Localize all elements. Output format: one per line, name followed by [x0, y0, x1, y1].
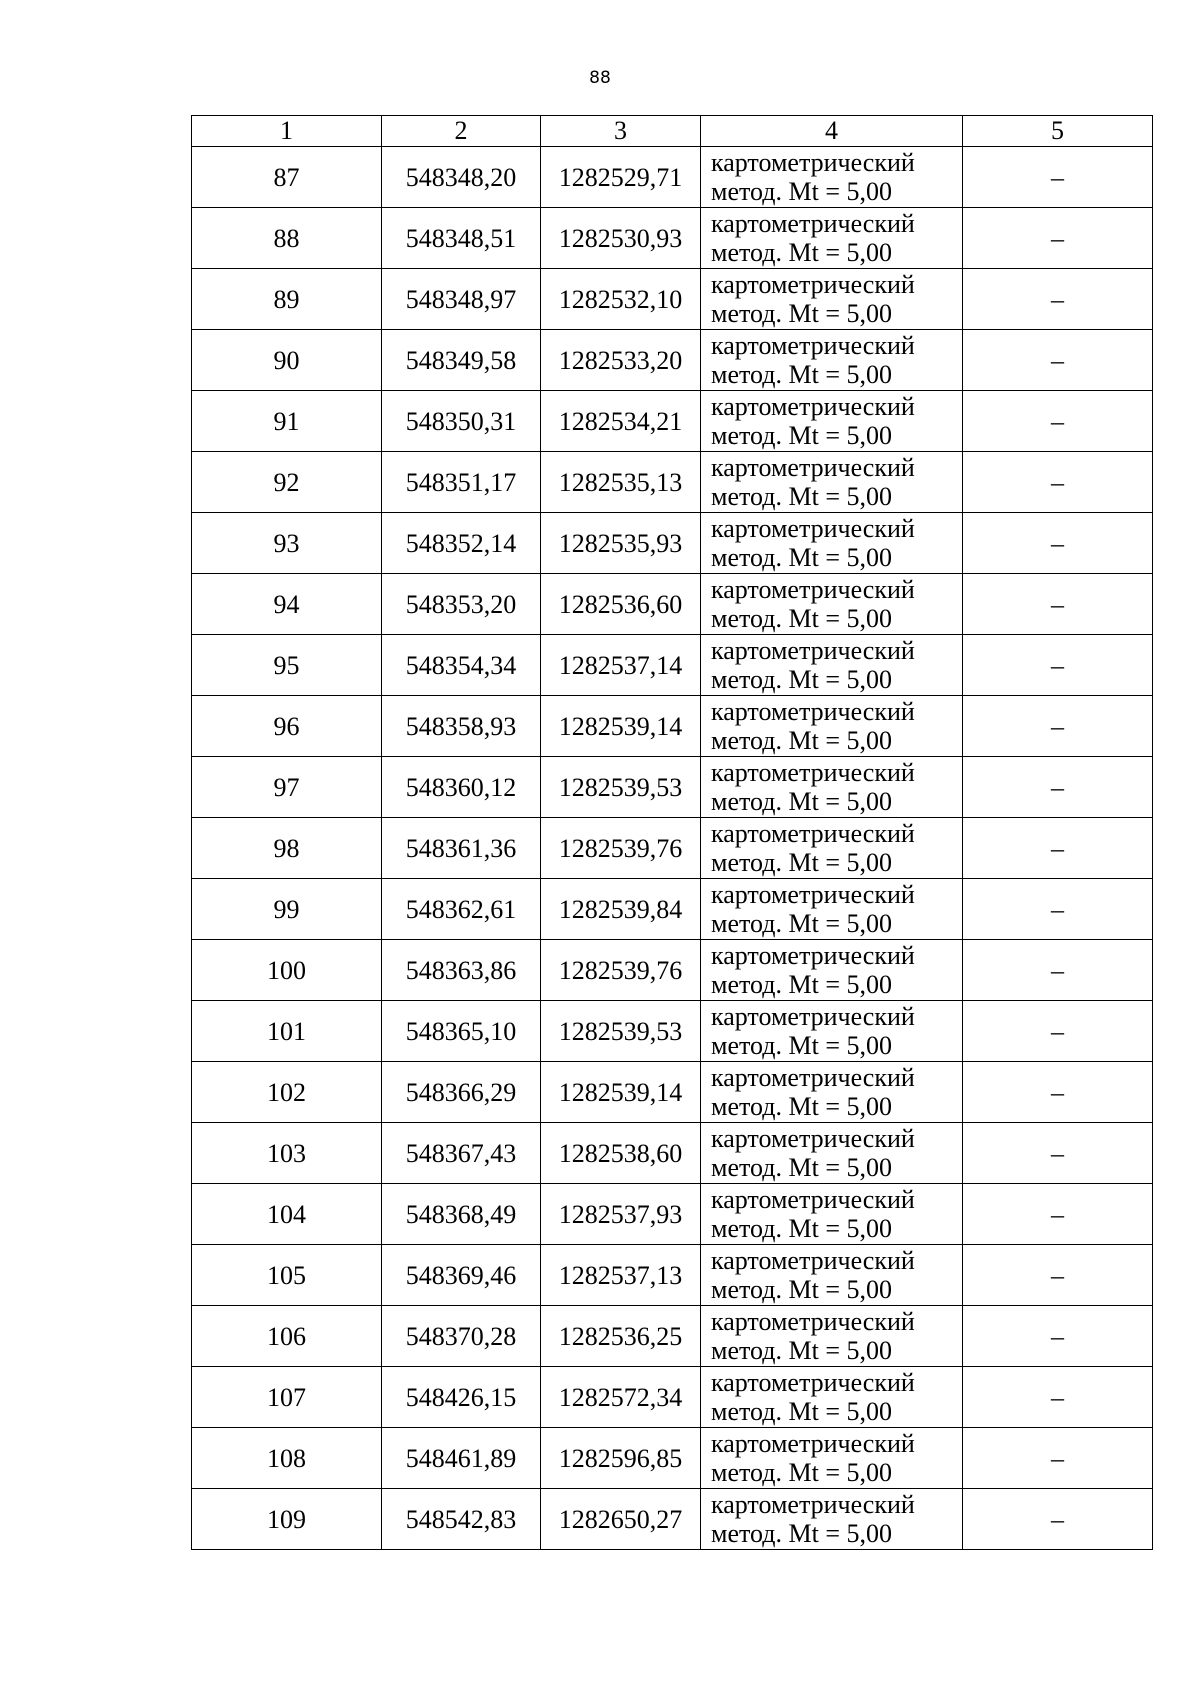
table-row — [192, 452, 1153, 513]
method-text-line-1: картометрический — [711, 1368, 915, 1397]
table-row — [192, 330, 1153, 391]
method-cell — [701, 1062, 963, 1123]
table-row — [192, 1062, 1153, 1123]
y-coordinate-cell: 1282537,14 — [541, 635, 701, 696]
note-cell: – — [963, 1062, 1153, 1123]
table-row — [192, 635, 1153, 696]
y-coordinate-cell: 1282539,53 — [541, 1001, 701, 1062]
note-cell: – — [963, 1306, 1153, 1367]
note-cell: – — [963, 208, 1153, 269]
x-coordinate-cell: 548542,83 — [382, 1489, 541, 1550]
method-cell — [701, 147, 963, 208]
method-text-line-2: метод. Mt = 5,00 — [711, 360, 892, 389]
note-cell: – — [963, 635, 1153, 696]
y-coordinate-cell: 1282535,93 — [541, 513, 701, 574]
method-text-line-2: метод. Mt = 5,00 — [711, 1092, 892, 1121]
point-number-cell: 103 — [192, 1123, 382, 1184]
note-cell: – — [963, 147, 1153, 208]
x-coordinate-cell: 548361,36 — [382, 818, 541, 879]
method-cell — [701, 696, 963, 757]
x-coordinate-cell: 548365,10 — [382, 1001, 541, 1062]
note-cell: – — [963, 696, 1153, 757]
point-number-cell: 92 — [192, 452, 382, 513]
point-number-cell: 95 — [192, 635, 382, 696]
x-coordinate-cell: 548348,20 — [382, 147, 541, 208]
method-text-line-2: метод. Mt = 5,00 — [711, 543, 892, 572]
column-header: 5 — [963, 116, 1153, 147]
point-number-cell: 106 — [192, 1306, 382, 1367]
note-cell: – — [963, 391, 1153, 452]
note-cell: – — [963, 1428, 1153, 1489]
note-cell: – — [963, 574, 1153, 635]
method-text-line-2: метод. Mt = 5,00 — [711, 177, 892, 206]
page-number: 88 — [589, 68, 611, 88]
method-text-line-1: картометрический — [711, 1185, 915, 1214]
x-coordinate-cell: 548461,89 — [382, 1428, 541, 1489]
y-coordinate-cell: 1282539,76 — [541, 940, 701, 1001]
note-cell: – — [963, 818, 1153, 879]
method-text-line-1: картометрический — [711, 941, 915, 970]
point-number-cell: 88 — [192, 208, 382, 269]
coordinates-table — [191, 115, 1153, 1550]
column-header: 1 — [192, 116, 382, 147]
method-text-line-2: метод. Mt = 5,00 — [711, 909, 892, 938]
x-coordinate-cell: 548369,46 — [382, 1245, 541, 1306]
y-coordinate-cell: 1282539,14 — [541, 696, 701, 757]
method-cell — [701, 1428, 963, 1489]
x-coordinate-cell: 548370,28 — [382, 1306, 541, 1367]
x-coordinate-cell: 548368,49 — [382, 1184, 541, 1245]
table-row — [192, 574, 1153, 635]
x-coordinate-cell: 548366,29 — [382, 1062, 541, 1123]
y-coordinate-cell: 1282529,71 — [541, 147, 701, 208]
y-coordinate-cell: 1282535,13 — [541, 452, 701, 513]
x-coordinate-cell: 548353,20 — [382, 574, 541, 635]
x-coordinate-cell: 548351,17 — [382, 452, 541, 513]
column-header: 2 — [382, 116, 541, 147]
method-text-line-1: картометрический — [711, 819, 915, 848]
method-cell — [701, 940, 963, 1001]
point-number-cell: 105 — [192, 1245, 382, 1306]
method-text-line-2: метод. Mt = 5,00 — [711, 1214, 892, 1243]
point-number-cell: 107 — [192, 1367, 382, 1428]
method-text-line-1: картометрический — [711, 209, 915, 238]
y-coordinate-cell: 1282532,10 — [541, 269, 701, 330]
method-text-line-1: картометрический — [711, 1002, 915, 1031]
y-coordinate-cell: 1282537,93 — [541, 1184, 701, 1245]
method-cell — [701, 452, 963, 513]
method-cell — [701, 1367, 963, 1428]
method-text-line-2: метод. Mt = 5,00 — [711, 1519, 892, 1548]
method-text-line-2: метод. Mt = 5,00 — [711, 1153, 892, 1182]
x-coordinate-cell: 548358,93 — [382, 696, 541, 757]
point-number-cell: 89 — [192, 269, 382, 330]
table-row — [192, 1123, 1153, 1184]
note-cell: – — [963, 940, 1153, 1001]
table-header-row — [192, 116, 1153, 147]
x-coordinate-cell: 548362,61 — [382, 879, 541, 940]
point-number-cell: 96 — [192, 696, 382, 757]
x-coordinate-cell: 548348,51 — [382, 208, 541, 269]
method-text-line-2: метод. Mt = 5,00 — [711, 1275, 892, 1304]
x-coordinate-cell: 548363,86 — [382, 940, 541, 1001]
table-row — [192, 1245, 1153, 1306]
method-cell — [701, 1123, 963, 1184]
point-number-cell: 102 — [192, 1062, 382, 1123]
y-coordinate-cell: 1282533,20 — [541, 330, 701, 391]
y-coordinate-cell: 1282536,25 — [541, 1306, 701, 1367]
method-text-line-1: картометрический — [711, 758, 915, 787]
method-text-line-1: картометрический — [711, 1246, 915, 1275]
x-coordinate-cell: 548350,31 — [382, 391, 541, 452]
method-cell — [701, 757, 963, 818]
point-number-cell: 99 — [192, 879, 382, 940]
method-text-line-2: метод. Mt = 5,00 — [711, 421, 892, 450]
method-text-line-1: картометрический — [711, 697, 915, 726]
method-text-line-1: картометрический — [711, 636, 915, 665]
x-coordinate-cell: 548352,14 — [382, 513, 541, 574]
method-text-line-1: картометрический — [711, 453, 915, 482]
y-coordinate-cell: 1282536,60 — [541, 574, 701, 635]
x-coordinate-cell: 548360,12 — [382, 757, 541, 818]
method-cell — [701, 818, 963, 879]
method-cell — [701, 1245, 963, 1306]
y-coordinate-cell: 1282539,76 — [541, 818, 701, 879]
method-cell — [701, 1306, 963, 1367]
point-number-cell: 101 — [192, 1001, 382, 1062]
y-coordinate-cell: 1282537,13 — [541, 1245, 701, 1306]
method-text-line-2: метод. Mt = 5,00 — [711, 970, 892, 999]
y-coordinate-cell: 1282530,93 — [541, 208, 701, 269]
method-text-line-2: метод. Mt = 5,00 — [711, 848, 892, 877]
method-cell — [701, 330, 963, 391]
method-text-line-2: метод. Mt = 5,00 — [711, 299, 892, 328]
method-text-line-2: метод. Mt = 5,00 — [711, 238, 892, 267]
note-cell: – — [963, 1123, 1153, 1184]
y-coordinate-cell: 1282572,34 — [541, 1367, 701, 1428]
method-cell — [701, 1489, 963, 1550]
method-text-line-2: метод. Mt = 5,00 — [711, 787, 892, 816]
method-text-line-1: картометрический — [711, 1307, 915, 1336]
table-row — [192, 879, 1153, 940]
point-number-cell: 98 — [192, 818, 382, 879]
method-cell — [701, 513, 963, 574]
table-body — [192, 116, 1153, 1550]
method-cell — [701, 574, 963, 635]
table-row — [192, 269, 1153, 330]
method-cell — [701, 1184, 963, 1245]
note-cell: – — [963, 330, 1153, 391]
point-number-cell: 90 — [192, 330, 382, 391]
table-row — [192, 208, 1153, 269]
x-coordinate-cell: 548349,58 — [382, 330, 541, 391]
point-number-cell: 97 — [192, 757, 382, 818]
y-coordinate-cell: 1282538,60 — [541, 1123, 701, 1184]
point-number-cell: 109 — [192, 1489, 382, 1550]
method-text-line-1: картометрический — [711, 880, 915, 909]
method-cell — [701, 1001, 963, 1062]
method-cell — [701, 391, 963, 452]
method-text-line-1: картометрический — [711, 270, 915, 299]
point-number-cell: 93 — [192, 513, 382, 574]
method-text-line-1: картометрический — [711, 392, 915, 421]
method-text-line-1: картометрический — [711, 1429, 915, 1458]
x-coordinate-cell: 548348,97 — [382, 269, 541, 330]
table-row — [192, 1001, 1153, 1062]
method-text-line-2: метод. Mt = 5,00 — [711, 1397, 892, 1426]
column-header: 3 — [541, 116, 701, 147]
note-cell: – — [963, 1184, 1153, 1245]
y-coordinate-cell: 1282539,53 — [541, 757, 701, 818]
point-number-cell: 94 — [192, 574, 382, 635]
method-text-line-2: метод. Mt = 5,00 — [711, 604, 892, 633]
note-cell: – — [963, 452, 1153, 513]
y-coordinate-cell: 1282596,85 — [541, 1428, 701, 1489]
note-cell: – — [963, 879, 1153, 940]
method-text-line-2: метод. Mt = 5,00 — [711, 726, 892, 755]
table-row — [192, 513, 1153, 574]
method-cell — [701, 879, 963, 940]
table-row — [192, 1489, 1153, 1550]
point-number-cell: 108 — [192, 1428, 382, 1489]
method-text-line-1: картометрический — [711, 331, 915, 360]
table-row — [192, 696, 1153, 757]
method-text-line-2: метод. Mt = 5,00 — [711, 665, 892, 694]
method-cell — [701, 269, 963, 330]
method-cell — [701, 208, 963, 269]
table-row — [192, 940, 1153, 1001]
method-text-line-1: картометрический — [711, 514, 915, 543]
method-text-line-1: картометрический — [711, 1063, 915, 1092]
note-cell: – — [963, 1489, 1153, 1550]
method-cell — [701, 635, 963, 696]
table-row — [192, 391, 1153, 452]
point-number-cell: 91 — [192, 391, 382, 452]
table-row — [192, 757, 1153, 818]
method-text-line-2: метод. Mt = 5,00 — [711, 482, 892, 511]
note-cell: – — [963, 757, 1153, 818]
column-header: 4 — [701, 116, 963, 147]
method-text-line-1: картометрический — [711, 1124, 915, 1153]
point-number-cell: 100 — [192, 940, 382, 1001]
table-row — [192, 1184, 1153, 1245]
x-coordinate-cell: 548367,43 — [382, 1123, 541, 1184]
y-coordinate-cell: 1282650,27 — [541, 1489, 701, 1550]
note-cell: – — [963, 513, 1153, 574]
x-coordinate-cell: 548354,34 — [382, 635, 541, 696]
method-text-line-1: картометрический — [711, 1490, 915, 1519]
x-coordinate-cell: 548426,15 — [382, 1367, 541, 1428]
table-row — [192, 147, 1153, 208]
note-cell: – — [963, 1001, 1153, 1062]
method-text-line-2: метод. Mt = 5,00 — [711, 1031, 892, 1060]
method-text-line-1: картометрический — [711, 148, 915, 177]
y-coordinate-cell: 1282534,21 — [541, 391, 701, 452]
note-cell: – — [963, 1245, 1153, 1306]
table-row — [192, 818, 1153, 879]
note-cell: – — [963, 1367, 1153, 1428]
method-text-line-2: метод. Mt = 5,00 — [711, 1336, 892, 1365]
table-row — [192, 1367, 1153, 1428]
table-row — [192, 1306, 1153, 1367]
point-number-cell: 104 — [192, 1184, 382, 1245]
point-number-cell: 87 — [192, 147, 382, 208]
table-row — [192, 1428, 1153, 1489]
y-coordinate-cell: 1282539,14 — [541, 1062, 701, 1123]
method-text-line-2: метод. Mt = 5,00 — [711, 1458, 892, 1487]
method-text-line-1: картометрический — [711, 575, 915, 604]
y-coordinate-cell: 1282539,84 — [541, 879, 701, 940]
note-cell: – — [963, 269, 1153, 330]
